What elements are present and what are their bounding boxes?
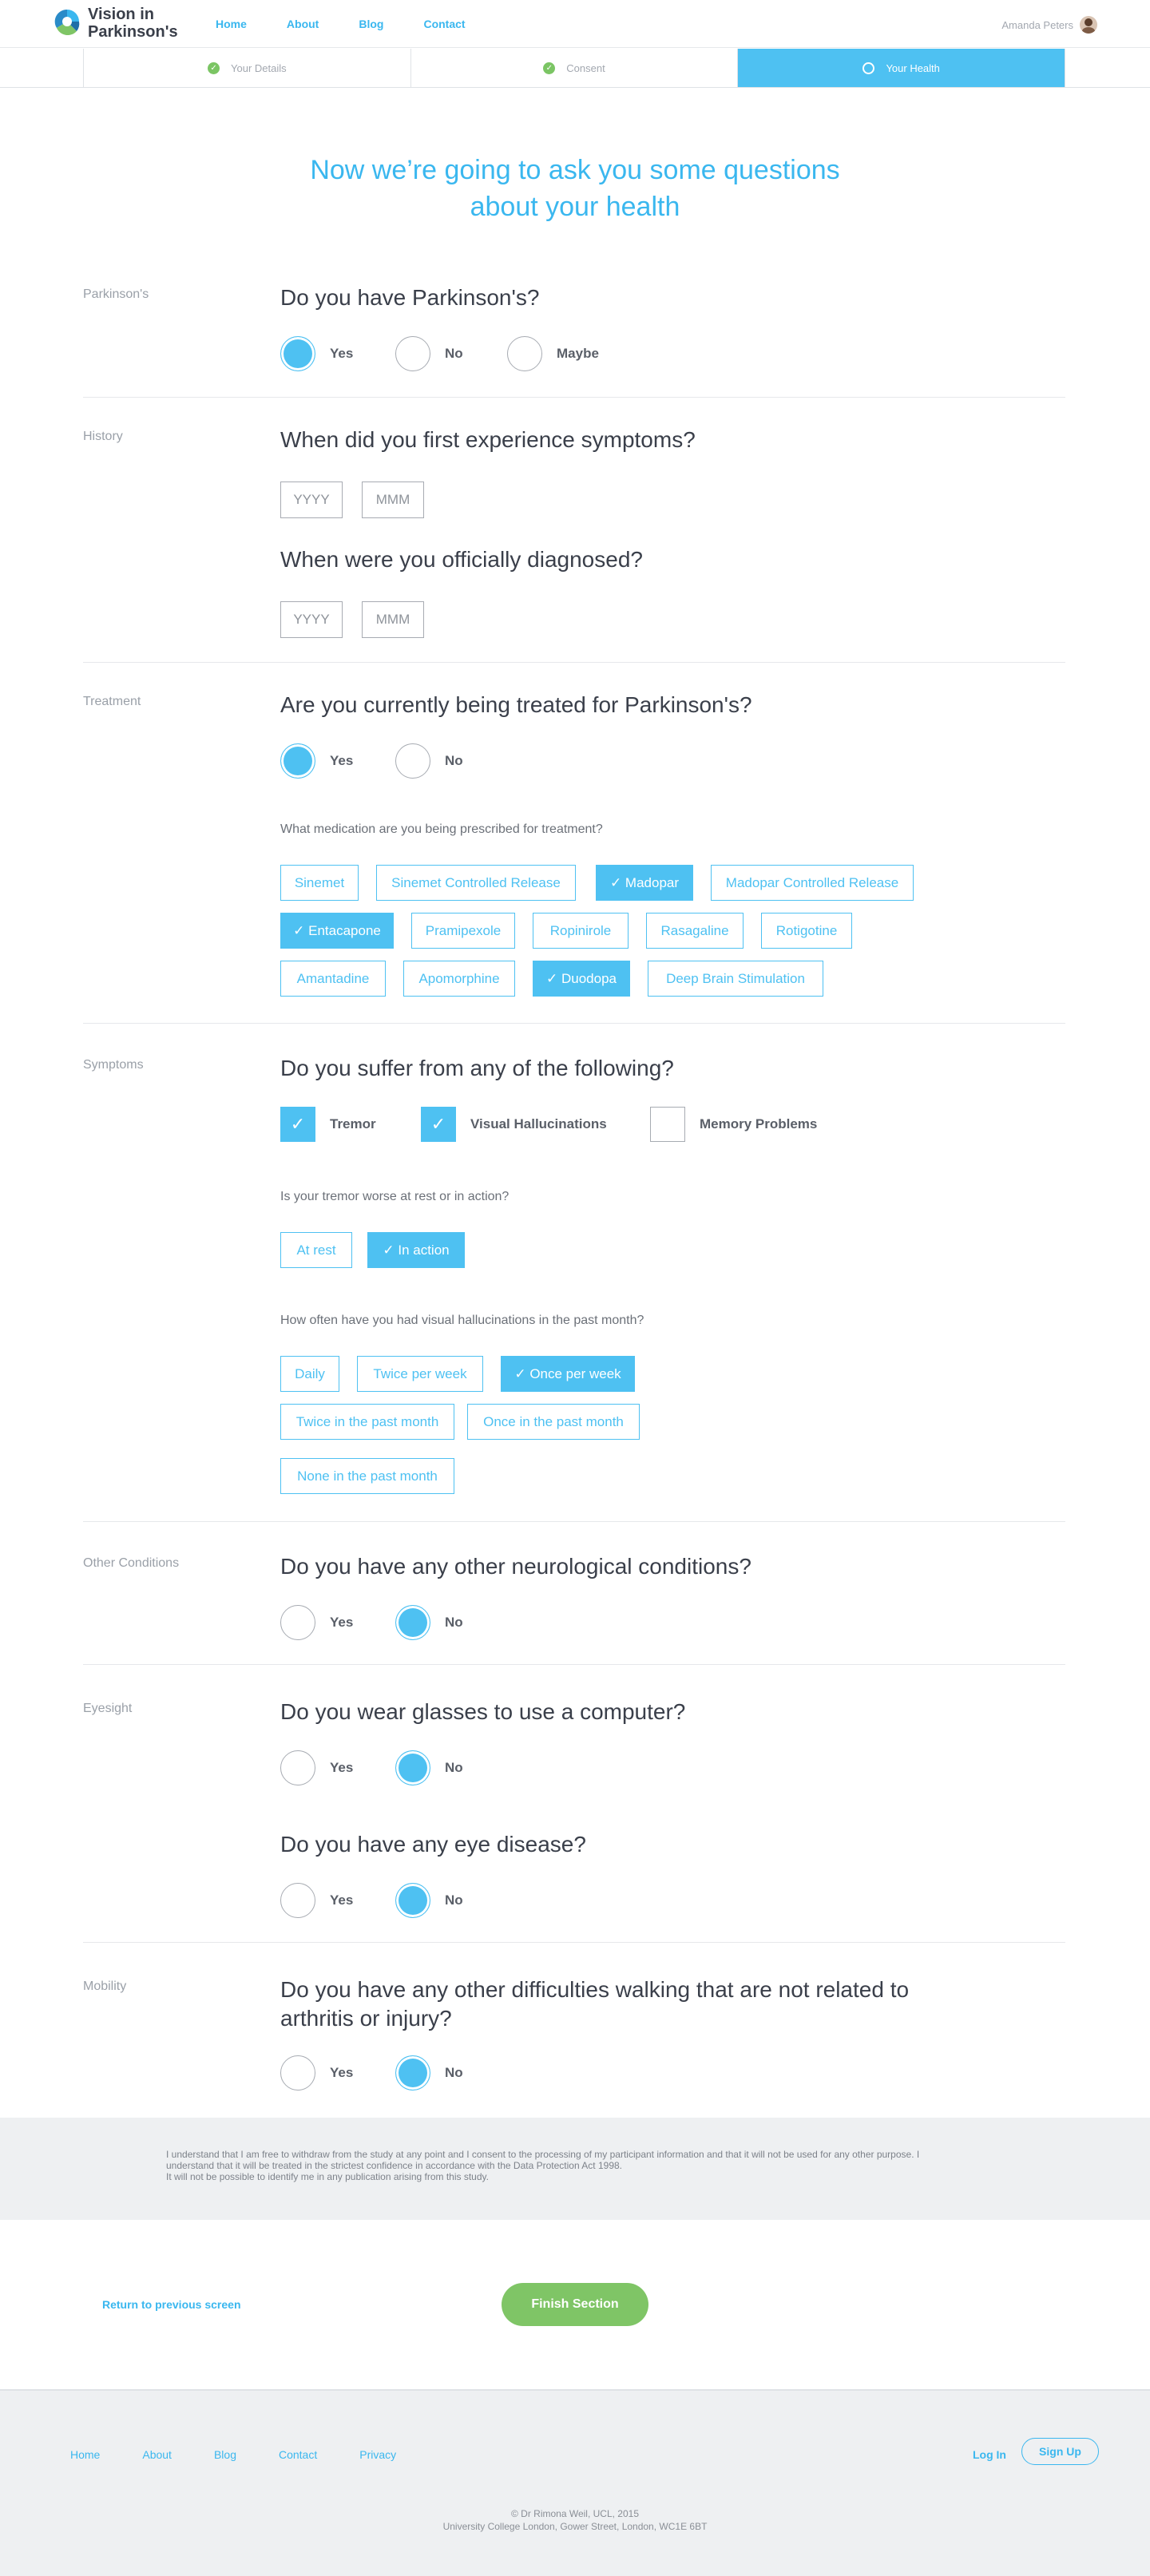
question-have-parkinsons: Do you have Parkinson's? — [280, 285, 540, 310]
chip-madopar[interactable] — [596, 865, 693, 901]
chip-label: In action — [398, 1242, 450, 1258]
finish-section-button[interactable]: Finish Section — [502, 2283, 648, 2326]
radio-circle[interactable] — [280, 336, 315, 371]
section-label: Treatment — [83, 695, 141, 708]
chip-once-per-week[interactable] — [501, 1356, 635, 1392]
radio-label: No — [445, 346, 463, 361]
consent-notice — [0, 2118, 1150, 2220]
radio-circle[interactable] — [395, 1605, 430, 1640]
hallucinations-question: How often have you had visual hallucinations in the past month? — [280, 1314, 644, 1327]
radio-walking-yes[interactable] — [280, 2055, 353, 2091]
diagnosed-month-input[interactable]: MMM — [362, 601, 424, 638]
logo[interactable] — [53, 6, 184, 41]
radio-eye-disease-yes[interactable] — [280, 1883, 353, 1918]
checkbox-memory-problems[interactable] — [650, 1107, 817, 1142]
consent-line3: It will not be possible to identify me in any publication arising from this study. — [166, 2171, 489, 2182]
radio-label: Yes — [330, 753, 354, 768]
question-eye-disease: Do you have any eye disease? — [280, 1832, 586, 1857]
chip-once-past-month[interactable]: Once in the past month — [467, 1404, 640, 1440]
radio-circle[interactable] — [395, 336, 430, 371]
radio-circle[interactable] — [395, 743, 430, 779]
step-label: Your Details — [231, 61, 287, 74]
medication-question: What medication are you being prescribed for treatment? — [280, 822, 603, 836]
check-icon: ✓ — [293, 922, 309, 938]
check-icon: ✓ — [609, 874, 625, 890]
nav-blog[interactable]: Blog — [359, 18, 384, 30]
question-walking-line1: Do you have any other difficulties walking that are not related to — [280, 1977, 910, 2002]
radio-glasses-yes[interactable] — [280, 1750, 353, 1785]
question-walking — [280, 1976, 967, 2033]
check-icon: ✓ — [383, 1242, 399, 1258]
address-line: University College London, Gower Street, London, WC1E 6BT — [442, 2521, 708, 2532]
radio-label: No — [445, 753, 463, 768]
question-glasses: Do you wear glasses to use a computer? — [280, 1699, 686, 1724]
user-name: Amanda Peters — [1001, 18, 1073, 31]
radio-label: No — [445, 1615, 463, 1630]
question-being-treated: Are you currently being treated for Parkinson's? — [280, 692, 752, 717]
chip-sinemet[interactable]: Sinemet — [280, 865, 359, 901]
checkbox-box[interactable] — [650, 1107, 685, 1142]
radio-circle[interactable] — [280, 2055, 315, 2091]
section-eyesight — [83, 1698, 1065, 1943]
chip-ropinirole[interactable]: Ropinirole — [533, 913, 629, 949]
radio-parkinsons-yes[interactable] — [280, 336, 353, 371]
tremor-question: Is your tremor worse at rest or in action? — [280, 1190, 510, 1203]
check-icon: ✓ — [514, 1365, 530, 1381]
question-neurological: Do you have any other neurological conditions? — [280, 1554, 751, 1579]
nav-about[interactable]: About — [286, 18, 319, 30]
radio-treated-no[interactable] — [395, 743, 463, 779]
login-link[interactable]: Log In — [973, 2448, 1006, 2461]
radio-label: Yes — [330, 346, 354, 361]
radio-circle[interactable] — [395, 1883, 430, 1918]
radio-label: Yes — [330, 2065, 354, 2080]
section-label: Parkinson's — [83, 287, 149, 301]
page-title-line1: Now we’re going to ask you some questions — [310, 155, 840, 185]
footer-blog[interactable]: Blog — [213, 2448, 236, 2461]
chip-label: Madopar — [625, 874, 680, 890]
radio-glasses-no[interactable] — [395, 1750, 463, 1785]
checkbox-visual-hallucinations[interactable] — [421, 1107, 607, 1142]
radio-circle[interactable] — [280, 1605, 315, 1640]
radio-label: Yes — [330, 1615, 354, 1630]
copyright — [0, 2507, 1150, 2533]
step-consent[interactable] — [411, 49, 739, 87]
section-parkinsons — [83, 283, 1065, 398]
radio-treated-yes[interactable] — [280, 743, 353, 779]
return-previous-link[interactable]: Return to previous screen — [102, 2298, 241, 2311]
chip-rasagaline[interactable]: Rasagaline — [646, 913, 744, 949]
chip-twice-past-month[interactable]: Twice in the past month — [280, 1404, 454, 1440]
consent-line1: I understand that I am free to withdraw from the study at any point and I consent to the processing of my participant information and that it will not be used for any other purpose. I — [166, 2149, 920, 2160]
checkbox-label: Tremor — [330, 1116, 376, 1131]
page-title — [0, 152, 1150, 225]
chip-amantadine[interactable]: Amantadine — [280, 961, 386, 997]
diagnosed-year-input[interactable]: YYYY — [280, 601, 343, 638]
chip-label: Duodopa — [561, 970, 617, 986]
avatar — [1080, 16, 1097, 34]
radio-circle[interactable] — [280, 743, 315, 779]
section-label: Symptoms — [83, 1058, 144, 1072]
footer-about[interactable]: About — [142, 2448, 172, 2461]
footer-privacy[interactable]: Privacy — [359, 2448, 397, 2461]
step-your-health[interactable] — [738, 49, 1065, 87]
radio-label: No — [445, 1760, 463, 1775]
radio-label: Maybe — [557, 346, 599, 361]
question-suffer-from: Do you suffer from any of the following? — [280, 1056, 674, 1080]
check-icon: ✓ — [546, 970, 561, 986]
chip-sinemet-cr[interactable]: Sinemet Controlled Release — [376, 865, 576, 901]
chip-rotigotine[interactable]: Rotigotine — [761, 913, 852, 949]
chip-duodopa[interactable] — [533, 961, 630, 997]
section-treatment — [83, 691, 1065, 1024]
radio-label: No — [445, 2065, 463, 2080]
symptoms-year-input[interactable]: YYYY — [280, 482, 343, 518]
chip-daily[interactable]: Daily — [280, 1356, 339, 1392]
symptoms-month-input[interactable]: MMM — [362, 482, 424, 518]
section-other-conditions — [83, 1552, 1065, 1665]
question-walking-line2: arthritis or injury? — [280, 2006, 452, 2031]
section-label: Eyesight — [83, 1702, 133, 1715]
radio-circle[interactable] — [280, 1750, 315, 1785]
radio-walking-no[interactable] — [395, 2055, 463, 2091]
copyright-line: © Dr Rimona Weil, UCL, 2015 — [510, 2508, 639, 2519]
checkbox-label: Memory Problems — [700, 1116, 818, 1131]
radio-parkinsons-no[interactable] — [395, 336, 463, 371]
radio-circle[interactable] — [395, 1750, 430, 1785]
step-label: Consent — [566, 61, 605, 74]
radio-neuro-no[interactable] — [395, 1605, 463, 1640]
radio-eye-disease-no[interactable] — [395, 1883, 463, 1918]
radio-circle[interactable] — [280, 1883, 315, 1918]
signup-button[interactable]: Sign Up — [1021, 2438, 1099, 2465]
section-history — [83, 426, 1065, 663]
checkbox-box[interactable] — [280, 1107, 315, 1142]
footer-home[interactable]: Home — [70, 2448, 101, 2461]
current-step-icon — [862, 62, 874, 74]
chip-apomorphine[interactable]: Apomorphine — [403, 961, 515, 997]
chip-madopar-cr[interactable]: Madopar Controlled Release — [711, 865, 914, 901]
progress-steps — [83, 49, 1065, 88]
checkbox-tremor[interactable] — [280, 1107, 376, 1142]
radio-parkinsons-maybe[interactable] — [507, 336, 599, 371]
logo-icon — [53, 6, 81, 40]
footer-contact[interactable]: Contact — [278, 2448, 318, 2461]
checkbox-box[interactable] — [421, 1107, 456, 1142]
section-label: Mobility — [83, 1980, 127, 1993]
section-label: Other Conditions — [83, 1556, 180, 1570]
chip-label: Once per week — [529, 1365, 621, 1381]
check-icon: ✓ — [543, 62, 555, 74]
consent-text — [166, 2149, 981, 2182]
question-first-symptoms: When did you first experience symptoms? — [280, 427, 696, 452]
check-icon: ✓ — [430, 1114, 446, 1134]
radio-neuro-yes[interactable] — [280, 1605, 353, 1640]
footer-nav — [70, 2448, 438, 2461]
chip-none-past-month[interactable]: None in the past month — [280, 1458, 454, 1494]
logo-text: Vision in Parkinson's — [88, 6, 178, 41]
chip-label: Entacapone — [308, 922, 381, 938]
step-your-details[interactable] — [84, 49, 411, 87]
site-header — [0, 0, 1150, 48]
chip-at-rest[interactable]: At rest — [280, 1232, 352, 1268]
nav-home[interactable]: Home — [216, 18, 247, 30]
chip-in-action[interactable] — [367, 1232, 465, 1268]
radio-label: No — [445, 1892, 463, 1908]
chip-deep-brain-stimulation[interactable]: Deep Brain Stimulation — [648, 961, 823, 997]
radio-label: Yes — [330, 1892, 354, 1908]
site-footer — [0, 2389, 1150, 2576]
step-label: Your Health — [886, 61, 940, 74]
section-mobility — [83, 1976, 1065, 2118]
radio-circle[interactable] — [507, 336, 542, 371]
nav-contact[interactable]: Contact — [423, 18, 466, 30]
check-icon: ✓ — [290, 1114, 306, 1134]
chip-pramipexole[interactable]: Pramipexole — [411, 913, 515, 949]
section-label: History — [83, 430, 123, 443]
user-menu[interactable] — [1001, 16, 1097, 34]
radio-circle[interactable] — [395, 2055, 430, 2091]
section-symptoms — [83, 1054, 1065, 1522]
consent-line2: understand that it will be treated in the strictest confidence in accordance with the Data Protection Act 1998. — [166, 2160, 622, 2171]
check-icon: ✓ — [208, 62, 220, 74]
chip-entacapone[interactable] — [280, 913, 394, 949]
question-diagnosed: When were you officially diagnosed? — [280, 547, 643, 572]
page-title-line2: about your health — [470, 192, 680, 222]
main-nav — [216, 18, 506, 30]
chip-twice-per-week[interactable]: Twice per week — [357, 1356, 483, 1392]
checkbox-label: Visual Hallucinations — [470, 1116, 607, 1131]
radio-label: Yes — [330, 1760, 354, 1775]
